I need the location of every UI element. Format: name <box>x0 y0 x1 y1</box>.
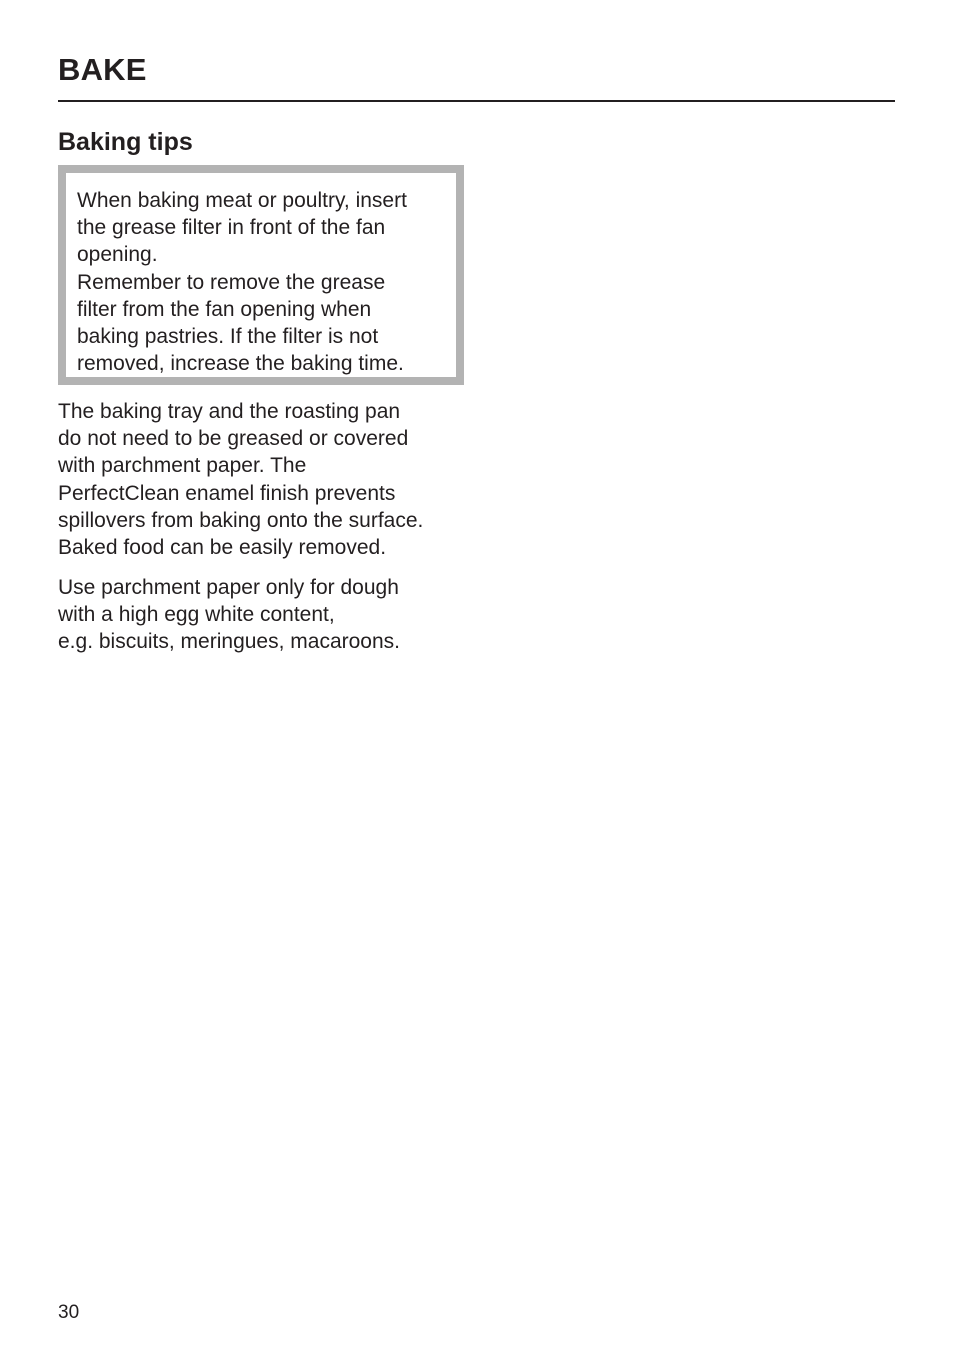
paragraph-line: spillovers from baking onto the surface. <box>58 508 424 532</box>
note-line: the grease filter in front of the fan <box>77 216 386 240</box>
note-line: When baking meat or poultry, insert <box>77 189 407 212</box>
note-box <box>58 165 464 385</box>
paragraph-line: with a high egg white content, <box>58 603 335 627</box>
note-text <box>77 187 446 377</box>
note-line: Remember to remove the grease <box>77 270 386 294</box>
page-header <box>58 50 895 102</box>
note-line: baking pastries. If the filter is not <box>77 325 379 349</box>
page-title: BAKE <box>58 52 147 87</box>
paragraph-line: The baking tray and the roasting pan <box>58 400 401 423</box>
paragraph-line: with parchment paper. The <box>58 454 307 478</box>
note-line: removed, increase the baking time. <box>77 352 404 376</box>
paragraph-line: PerfectClean enamel finish prevents <box>58 481 396 505</box>
section-title: Baking tips <box>58 128 193 156</box>
note-line: filter from the fan opening when <box>77 297 372 321</box>
note-line: opening. <box>77 243 158 267</box>
paragraph-line: Use parchment paper only for dough <box>58 576 399 599</box>
paragraph-line: Baked food can be easily removed. <box>58 536 387 560</box>
paragraph-parchment-paper <box>58 574 478 656</box>
paragraph-line: e.g. biscuits, meringues, macaroons. <box>58 630 400 654</box>
paragraph-baking-tray <box>58 398 478 561</box>
paragraph-line: do not need to be greased or covered <box>58 427 409 451</box>
page-number: 30 <box>58 1302 80 1323</box>
